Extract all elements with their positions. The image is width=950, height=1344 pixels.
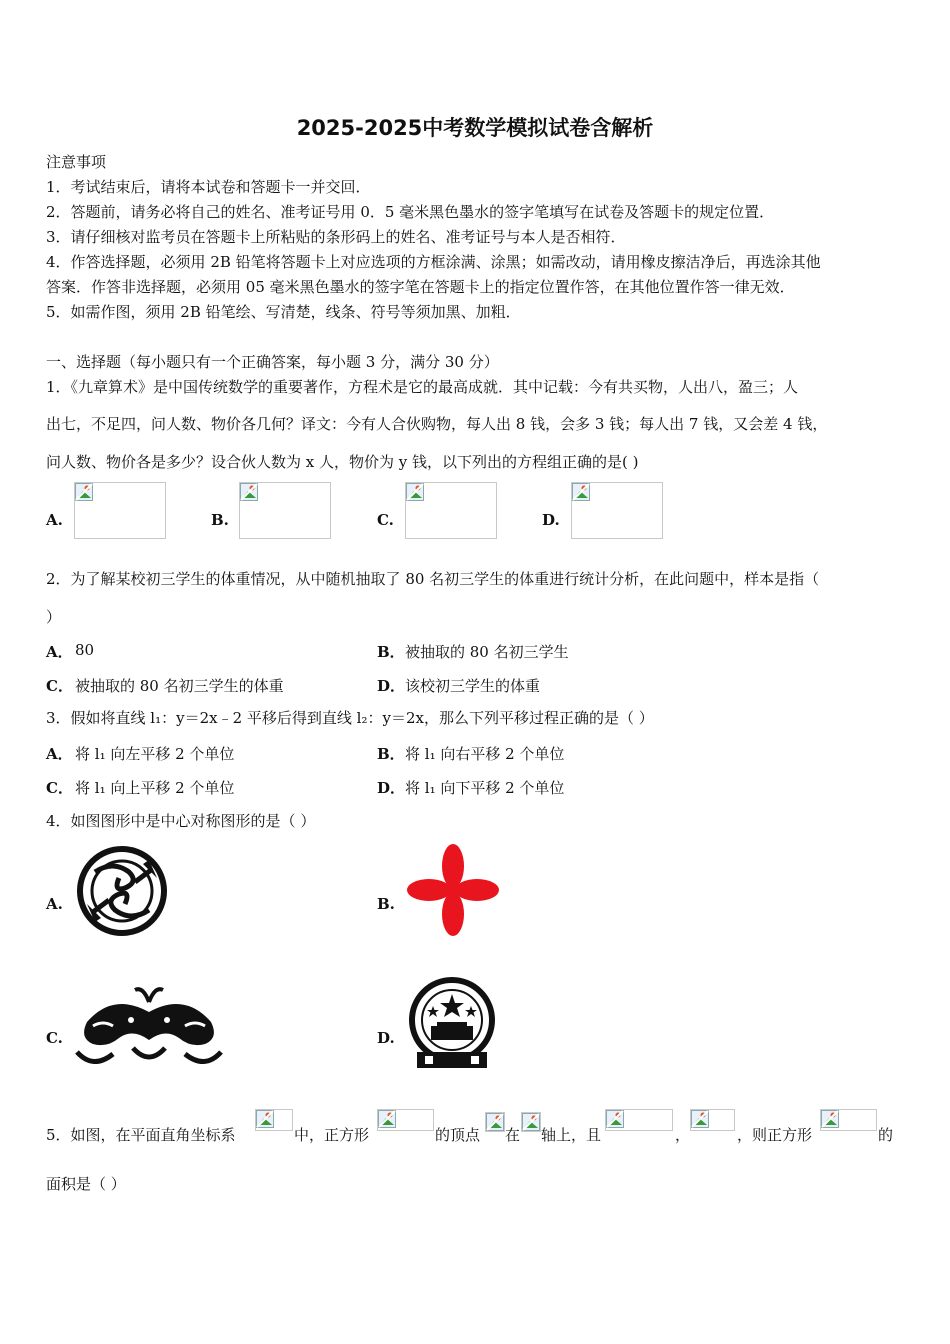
- q4-option-label: B.: [377, 895, 395, 913]
- q5-text: 面积是（ ）: [46, 1175, 126, 1193]
- broken-image-icon: [75, 483, 93, 501]
- broken-image: [239, 482, 331, 539]
- q4-option-label: D.: [377, 1029, 395, 1047]
- q2-stem-line: 2．为了解某校初三学生的体重情况，从中随机抽取了 80 名初三学生的体重进行统计分析，在此问题中，样本是指（: [46, 570, 820, 588]
- q5-text: 的顶点: [435, 1126, 481, 1144]
- broken-image-icon: [378, 1110, 396, 1128]
- notice-item: 答案．作答非选择题，必须用 05 毫米黑色墨水的签字笔在答题卡上的指定位置作答，在其他位置作答一律无效．: [46, 278, 795, 296]
- q5-text: 5．如图，在平面直角坐标系: [46, 1126, 236, 1144]
- notice-item: 3．请仔细核对监考员在答题卡上所粘贴的条形码上的姓名、准考证号与本人是否相符．: [46, 228, 626, 246]
- q2-stem-line: ）: [46, 608, 62, 626]
- q1-option-label: B.: [211, 511, 229, 529]
- q2-option-label: D．: [377, 677, 406, 695]
- notice-item: 5．如需作图，须用 2B 铅笔绘、写清楚，线条、符号等须加黑、加粗．: [46, 303, 521, 321]
- broken-image-icon: [240, 483, 258, 501]
- notice-item: 4．作答选择题，必须用 2B 铅笔将答题卡上对应选项的方框涂满、涂黑；如需改动，请用橡皮擦洁净后，再选涂其他: [46, 253, 821, 271]
- notice-heading: 注意事项: [46, 153, 107, 171]
- broken-image-icon: [691, 1110, 709, 1128]
- broken-image: [605, 1109, 673, 1131]
- broken-image-icon: [572, 483, 590, 501]
- q1-stem-line: 出七，不足四，问人数、物价各几何？译文：今有人合伙购物，每人出 8 钱，会多 3 钱；每人出 7 钱，又会差 4 钱，: [46, 415, 828, 433]
- q1-option-label: A.: [46, 511, 63, 529]
- national-emblem-figure: [405, 972, 499, 1074]
- broken-image: [74, 482, 166, 539]
- q5-text: ，: [675, 1126, 691, 1144]
- broken-image: [255, 1109, 293, 1131]
- q5-text: 在: [505, 1126, 521, 1144]
- q2-option-text: 被抽取的 80 名初三学生的体重: [75, 677, 284, 695]
- q3-option-label: C．: [46, 779, 73, 797]
- q3-option-label: B．: [377, 745, 405, 763]
- page-title: 2025-2025中考数学模拟试卷含解析: [296, 116, 654, 140]
- q3-option-text: 将 l₁ 向右平移 2 个单位: [405, 745, 565, 763]
- q5-text: 轴上，且: [541, 1126, 602, 1144]
- broken-image: [690, 1109, 735, 1131]
- broken-image-icon: [406, 483, 424, 501]
- q3-option-label: D．: [377, 779, 406, 797]
- q1-stem-line: 问人数、物价各是多少？设合伙人数为 x 人，物价为 y 钱，以下列出的方程组正确的是( ): [46, 453, 639, 471]
- q2-option-text: 该校初三学生的体重: [405, 677, 541, 695]
- broken-image-icon: [256, 1110, 274, 1128]
- ornament-circle-figure: [73, 842, 171, 940]
- broken-image: [485, 1112, 505, 1132]
- twin-bird-ornament-figure: [73, 982, 225, 1074]
- q5-text: ，则正方形: [737, 1126, 813, 1144]
- q2-option-text: 80: [75, 641, 95, 659]
- q4-stem: 4．如图图形中是中心对称图形的是（ ）: [46, 812, 316, 830]
- q3-option-text: 将 l₁ 向左平移 2 个单位: [75, 745, 235, 763]
- broken-image: [521, 1112, 541, 1132]
- four-petal-flower-figure: [403, 840, 503, 940]
- section-heading: 一、选择题（每小题只有一个正确答案，每小题 3 分，满分 30 分）: [46, 353, 499, 371]
- q2-option-label: A．: [46, 643, 73, 661]
- broken-image-icon: [522, 1113, 540, 1131]
- notice-item: 1．考试结束后，请将本试卷和答题卡一并交回．: [46, 178, 371, 196]
- broken-image: [820, 1109, 877, 1131]
- q1-option-label: D.: [542, 511, 560, 529]
- broken-image-icon: [606, 1110, 624, 1128]
- q3-option-text: 将 l₁ 向下平移 2 个单位: [405, 779, 565, 797]
- q5-text: 的: [878, 1126, 894, 1144]
- q4-option-label: A.: [46, 895, 63, 913]
- q3-option-text: 将 l₁ 向上平移 2 个单位: [75, 779, 235, 797]
- q4-option-label: C.: [46, 1029, 63, 1047]
- broken-image: [377, 1109, 434, 1131]
- broken-image: [405, 482, 497, 539]
- q1-stem-line: 1．《九章算术》是中国传统数学的重要著作，方程术是它的最高成就．其中记载：今有共买物，人出八，盈三；人: [46, 378, 799, 396]
- q2-option-label: C．: [46, 677, 73, 695]
- q2-option-label: B．: [377, 643, 405, 661]
- broken-image: [571, 482, 663, 539]
- q3-stem: 3．假如将直线 l₁：y＝2x﹣2 平移后得到直线 l₂：y＝2x，那么下列平移过程正确的是（ ）: [46, 709, 654, 727]
- notice-item: 2．答题前，请务必将自己的姓名、准考证号用 0．5 毫米黑色墨水的签字笔填写在试卷及答题卡的规定位置．: [46, 203, 775, 221]
- broken-image-icon: [486, 1113, 504, 1131]
- q3-option-label: A．: [46, 745, 73, 763]
- q5-text: 中，正方形: [294, 1126, 370, 1144]
- q1-option-label: C.: [377, 511, 394, 529]
- broken-image-icon: [821, 1110, 839, 1128]
- q2-option-text: 被抽取的 80 名初三学生: [405, 643, 569, 661]
